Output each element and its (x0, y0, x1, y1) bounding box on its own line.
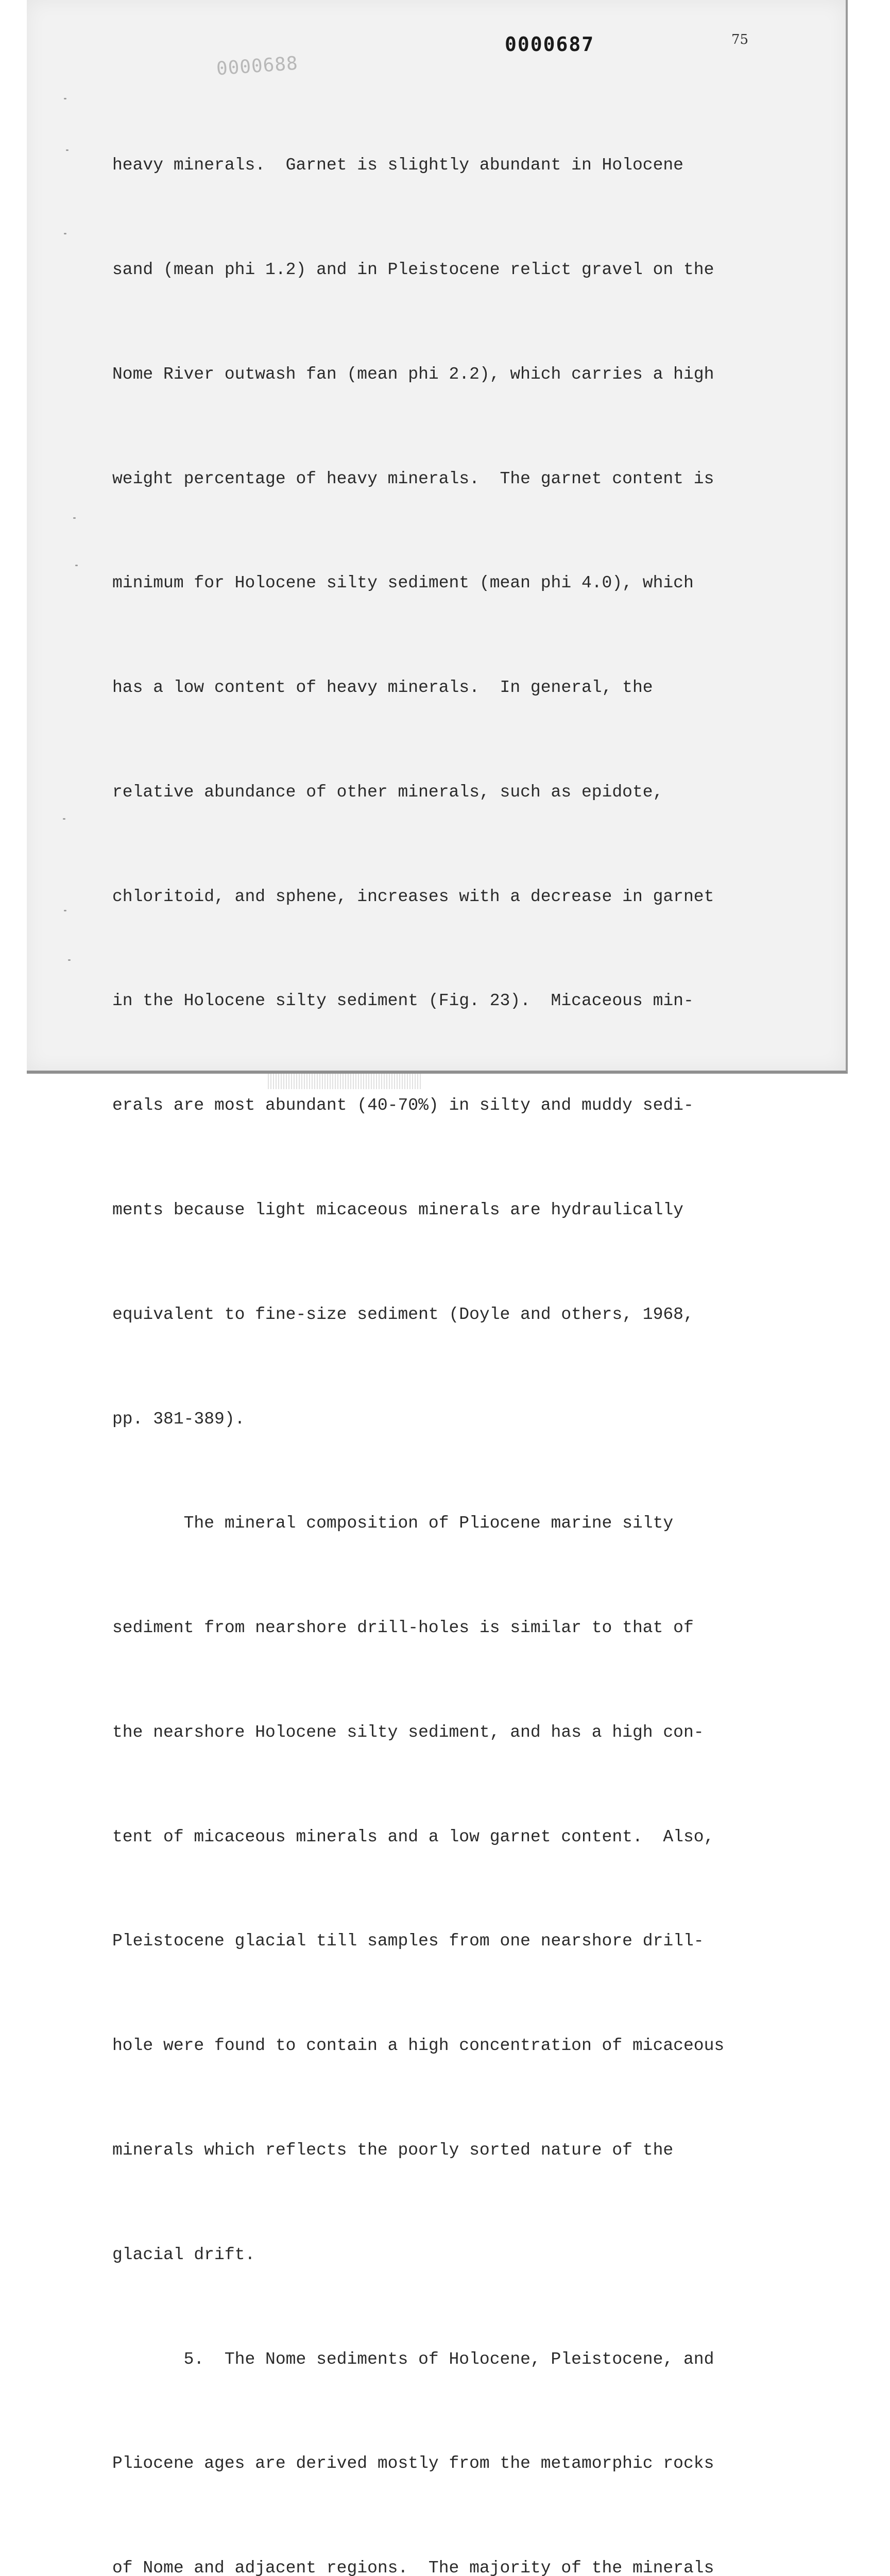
text-line: glacial drift. (112, 2245, 255, 2264)
text-line: the nearshore Holocene silty sediment, and has a high con- (112, 1722, 704, 1742)
text-line: chloritoid, and sphene, increases with a decrease in garnet (112, 887, 714, 906)
margin-mark (64, 233, 66, 234)
page-number: 75 (731, 32, 749, 47)
text-line: erals are most abundant (40-70%) in silty and muddy sedi- (112, 1096, 694, 1115)
bates-number-faint: 0000688 (215, 53, 299, 80)
margin-mark (64, 98, 66, 99)
margin-mark (64, 910, 66, 911)
text-line: heavy minerals. Garnet is slightly abundant in Holocene (112, 156, 683, 175)
margin-mark (73, 517, 76, 519)
text-line: minimum for Holocene silty sediment (mean phi 4.0), which (112, 573, 694, 593)
text-line: pp. 381-389). (112, 1409, 245, 1429)
text-line: sand (mean phi 1.2) and in Pleistocene relict gravel on the (112, 260, 714, 279)
text-line: in the Holocene silty sediment (Fig. 23). Micaceous min- (112, 991, 694, 1011)
text-line: equivalent to fine-size sediment (Doyle and others, 1968, (112, 1304, 694, 1324)
text-line: The mineral composition of Pliocene marine silty (112, 1514, 674, 1533)
margin-mark (68, 959, 71, 961)
text-line: hole were found to contain a high concentration of micaceous (112, 2036, 725, 2056)
body-text (112, 78, 772, 2576)
text-line: of Nome and adjacent regions. The majority of the minerals (112, 2558, 714, 2576)
text-line: tent of micaceous minerals and a low garnet content. Also, (112, 1827, 714, 1846)
text-line: weight percentage of heavy minerals. The garnet content is (112, 469, 714, 488)
text-line: 5. The Nome sediments of Holocene, Pleistocene, and (112, 2349, 714, 2369)
bates-number: 0000687 (505, 33, 595, 56)
text-line: has a low content of heavy minerals. In general, the (112, 678, 653, 698)
text-line: minerals which reflects the poorly sorted nature of the (112, 2141, 674, 2160)
text-line: Pleistocene glacial till samples from one nearshore drill- (112, 1931, 704, 1951)
text-line: Pliocene ages are derived mostly from the metamorphic rocks (112, 2454, 714, 2473)
margin-mark (66, 149, 69, 151)
text-line: sediment from nearshore drill-holes is similar to that of (112, 1618, 694, 1638)
text-line: Nome River outwash fan (mean phi 2.2), which carries a high (112, 364, 714, 384)
margin-mark (63, 818, 65, 820)
text-line: relative abundance of other minerals, such as epidote, (112, 782, 663, 802)
text-line: ments because light micaceous minerals are hydraulically (112, 1200, 683, 1219)
margin-mark (75, 565, 78, 566)
